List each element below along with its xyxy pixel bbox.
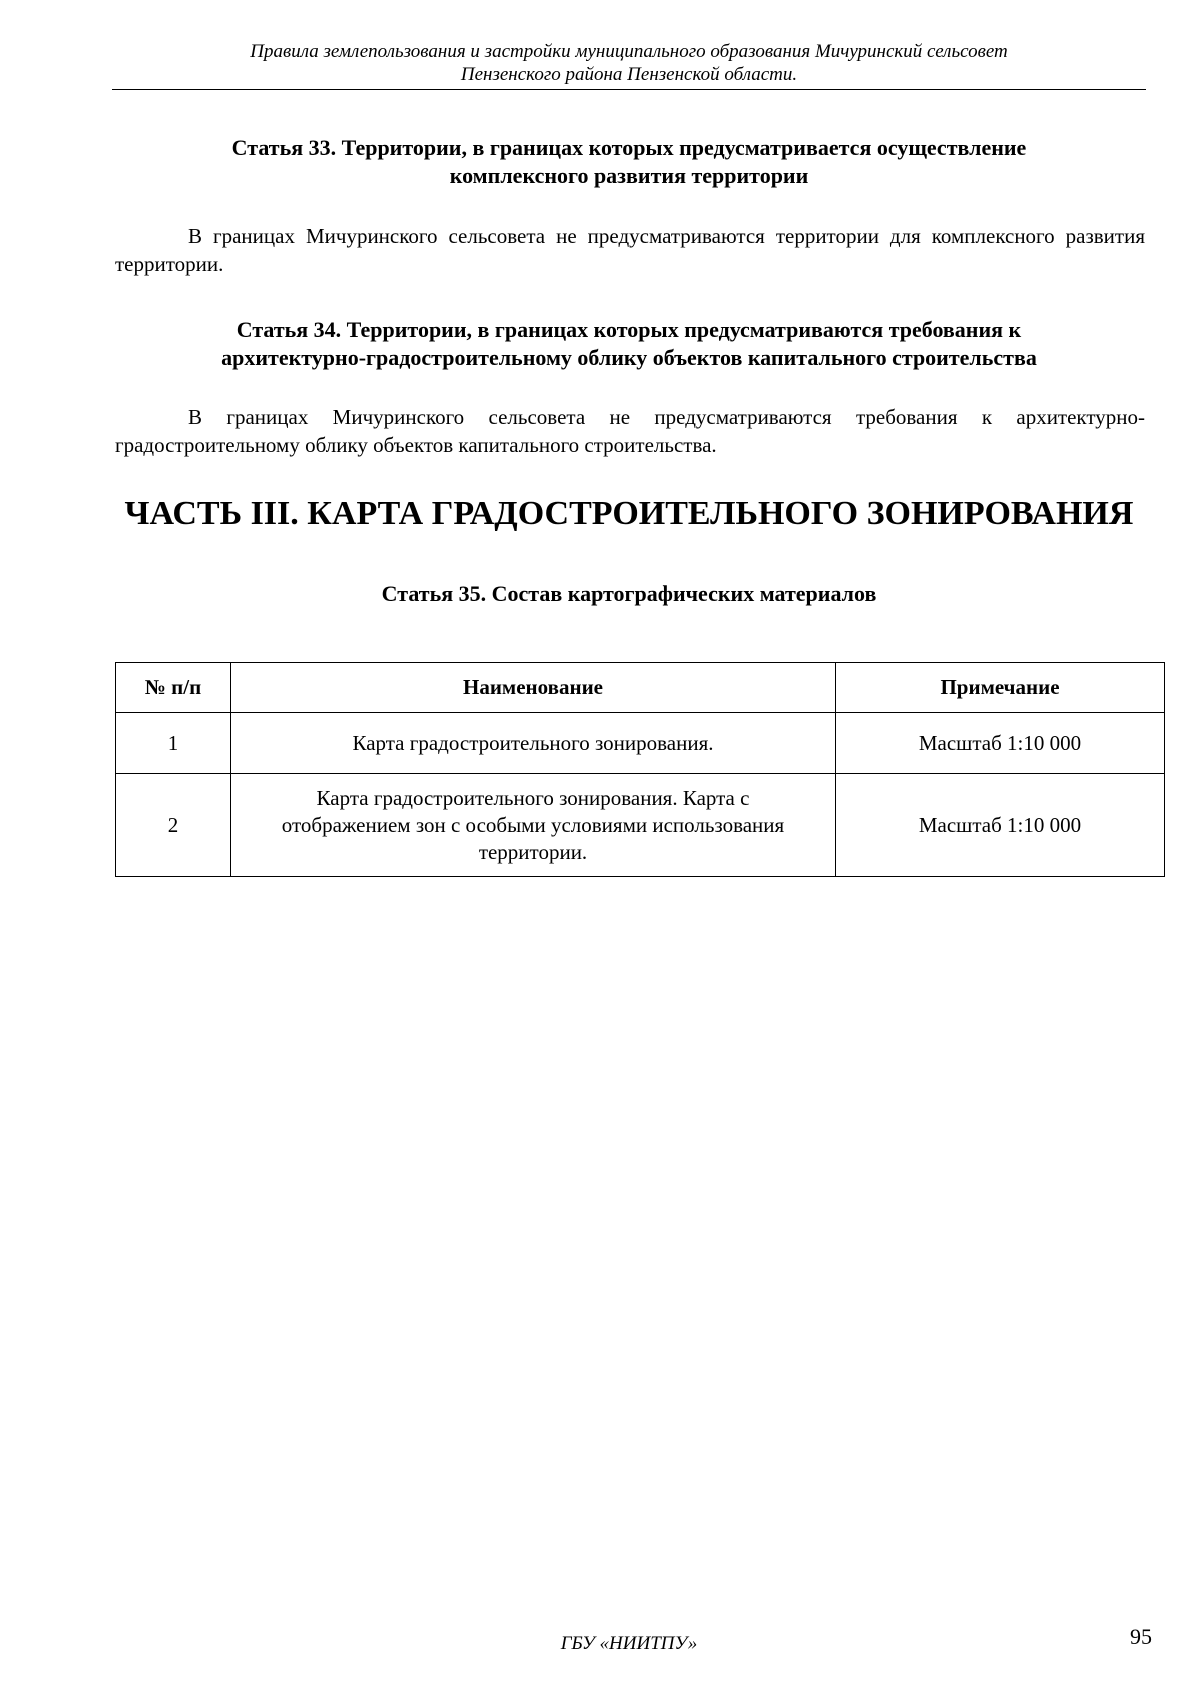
- row-num: 1: [116, 713, 231, 774]
- header-rule: [112, 89, 1146, 90]
- row-name-line1: Карта градостроительного зонирования. Карта с: [316, 785, 750, 810]
- footer-organization: ГБУ «НИИТПУ»: [560, 1633, 698, 1654]
- row-num: 2: [116, 774, 231, 877]
- row-note: Масштаб 1:10 000: [836, 713, 1165, 774]
- article-33-title: [112, 134, 1146, 190]
- header-num: № п/п: [116, 663, 231, 713]
- running-header-line2: Пензенского района Пензенской области.: [460, 64, 798, 85]
- row-name: Карта градостроительного зонирования.: [231, 713, 836, 774]
- row-name: [231, 774, 836, 877]
- row-note: Масштаб 1:10 000: [836, 774, 1165, 877]
- article-33-title-line1: Статья 33. Территории, в границах которых предусматривается осуществление: [231, 135, 1027, 160]
- article-34-text: В границах Мичуринского сельсовета не предусматриваются требования к архитектурно-градостроительному облику объектов капитального строительства.: [115, 405, 1145, 457]
- page-number: 95: [1130, 1624, 1152, 1649]
- row-name-line2: отображением зон с особыми условиями использования: [281, 812, 785, 837]
- article-33-title-line2: комплексного развития территории: [449, 163, 809, 188]
- table-row: [116, 713, 1165, 774]
- article-33-text: В границах Мичуринского сельсовета не предусматриваются территории для комплексного развития территории.: [115, 224, 1145, 276]
- materials-table: [115, 662, 1165, 877]
- article-34-title-line1: Статья 34. Территории, в границах которых предусматриваются требования к: [236, 317, 1022, 342]
- article-35-title: Статья 35. Состав картографических материалов: [381, 581, 877, 606]
- part-3-title: ЧАСТЬ III. КАРТА ГРАДОСТРОИТЕЛЬНОГО ЗОНИРОВАНИЯ: [124, 495, 1134, 532]
- table-row: [116, 774, 1165, 877]
- row-name-line3: территории.: [478, 839, 588, 864]
- article-34-title: [112, 316, 1146, 372]
- header-note: Примечание: [836, 663, 1165, 713]
- running-header: [112, 40, 1146, 86]
- article-34-title-line2: архитектурно-градостроительному облику объектов капитального строительства: [221, 345, 1037, 370]
- table-header-row: [116, 663, 1165, 713]
- header-name: Наименование: [231, 663, 836, 713]
- running-header-line1: Правила землепользования и застройки муниципального образования Мичуринский сельсовет: [250, 41, 1008, 62]
